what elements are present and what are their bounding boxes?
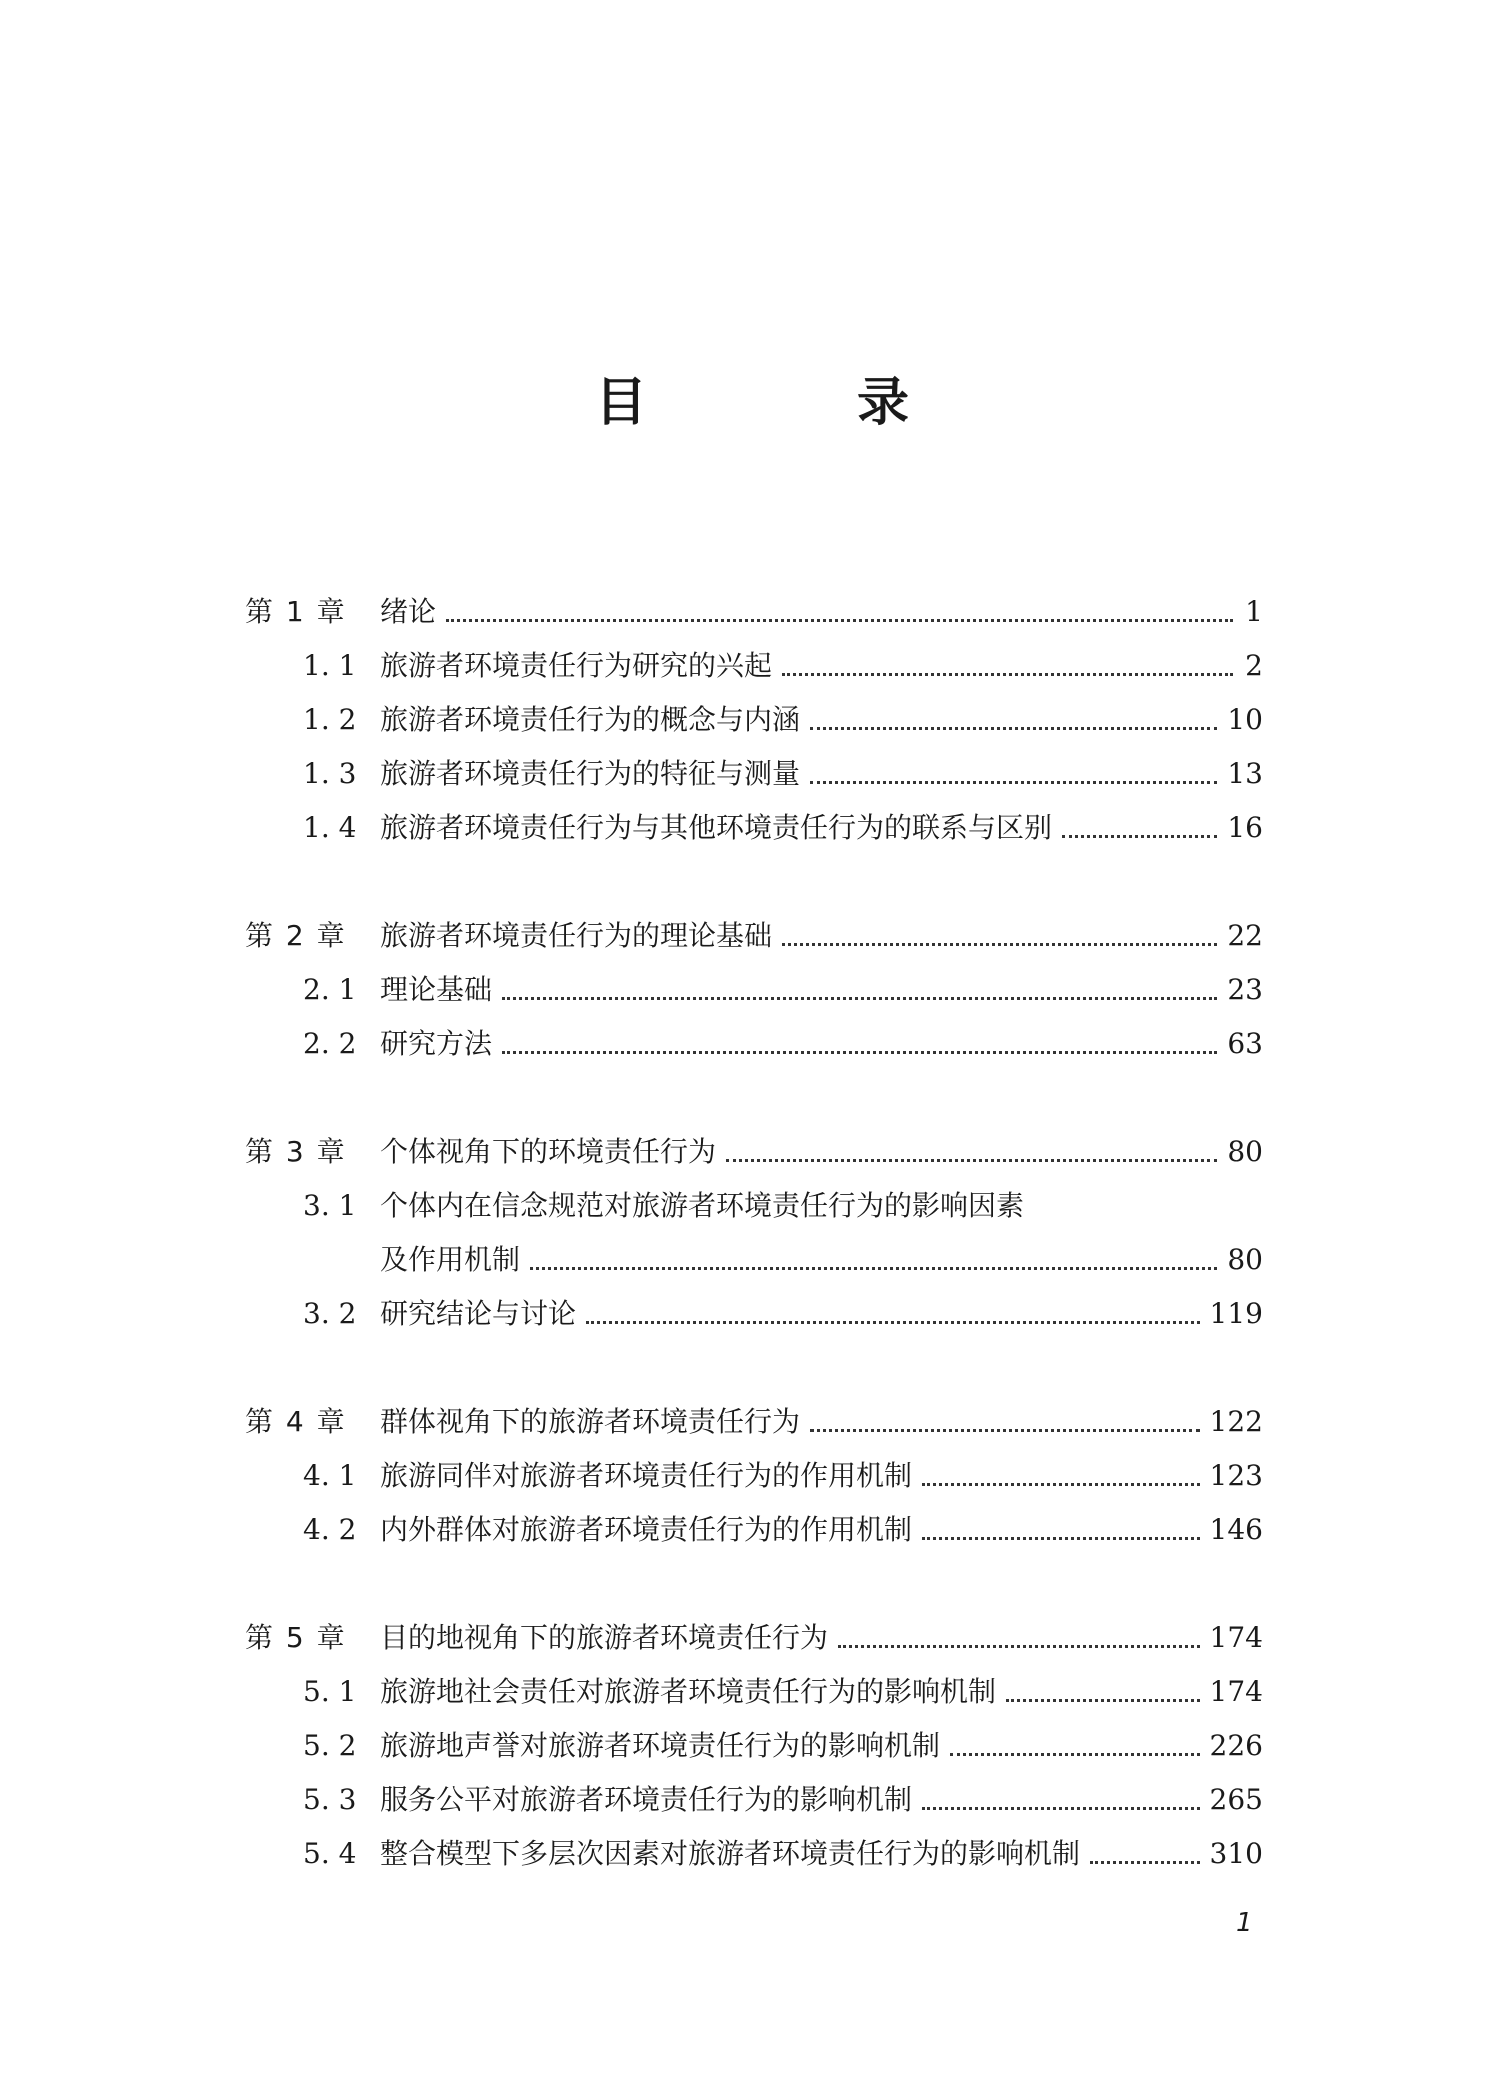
toc-entry-page: 63 xyxy=(1227,1027,1263,1060)
table-of-contents xyxy=(245,585,1263,1881)
toc-entry-page: 119 xyxy=(1209,1297,1263,1330)
toc-leader-dots xyxy=(1062,801,1217,855)
page-title: 目 录 xyxy=(594,373,1006,433)
toc-leader-dots xyxy=(502,963,1217,1017)
toc-entry-number: 4. 1 xyxy=(303,1459,357,1492)
toc-leader-dots xyxy=(810,1395,1200,1449)
toc-entry-title: 个体内在信念规范对旅游者环境责任行为的影响因素 xyxy=(380,1189,1025,1222)
toc-chapter-entry[interactable] xyxy=(245,1125,1263,1179)
toc-section-entry[interactable] xyxy=(245,1287,1263,1341)
toc-entry-title: 整合模型下多层次因素对旅游者环境责任行为的影响机制 xyxy=(380,1837,1081,1870)
toc-section-entry[interactable] xyxy=(245,639,1263,693)
toc-leader-dots xyxy=(1006,1665,1200,1719)
toc-entry-page: 226 xyxy=(1209,1729,1263,1762)
toc-entry-title: 旅游地社会责任对旅游者环境责任行为的影响机制 xyxy=(380,1675,997,1708)
toc-leader-dots xyxy=(530,1233,1217,1287)
toc-section-entry[interactable] xyxy=(245,1719,1263,1773)
toc-entry-title: 内外群体对旅游者环境责任行为的作用机制 xyxy=(380,1513,913,1546)
toc-gap xyxy=(245,1071,1263,1125)
toc-leader-dots xyxy=(782,639,1233,693)
toc-section-entry[interactable] xyxy=(245,1665,1263,1719)
toc-entry-number: 第 1 章 xyxy=(245,595,347,628)
page-number: 1 xyxy=(1236,1908,1253,1938)
toc-entry-number: 5. 1 xyxy=(303,1675,357,1708)
toc-section-entry[interactable] xyxy=(245,1017,1263,1071)
toc-section-entry[interactable] xyxy=(245,1449,1263,1503)
toc-entry-title: 旅游者环境责任行为的理论基础 xyxy=(380,919,773,952)
toc-entry-number: 第 3 章 xyxy=(245,1135,347,1168)
toc-section-entry[interactable] xyxy=(245,1503,1263,1557)
toc-entry-number: 1. 2 xyxy=(303,703,357,736)
toc-entry-title: 绪论 xyxy=(380,595,437,628)
toc-entry-page: 122 xyxy=(1209,1405,1263,1438)
toc-leader-dots xyxy=(922,1503,1200,1557)
toc-entry-title: 旅游者环境责任行为研究的兴起 xyxy=(380,649,773,682)
toc-entry-page: 13 xyxy=(1227,757,1263,790)
toc-section-entry[interactable] xyxy=(245,1179,1263,1233)
toc-entry-number: 5. 2 xyxy=(303,1729,357,1762)
toc-section-entry[interactable] xyxy=(245,693,1263,747)
toc-entry-number: 1. 3 xyxy=(303,757,357,790)
toc-leader-dots xyxy=(446,585,1233,639)
toc-leader-dots xyxy=(950,1719,1200,1773)
toc-chapter-entry[interactable] xyxy=(245,585,1263,639)
toc-entry-title: 个体视角下的环境责任行为 xyxy=(380,1135,717,1168)
toc-section-entry[interactable] xyxy=(245,1827,1263,1881)
toc-entry-page: 310 xyxy=(1209,1837,1263,1870)
toc-section-entry[interactable] xyxy=(245,1773,1263,1827)
toc-entry-title: 旅游者环境责任行为与其他环境责任行为的联系与区别 xyxy=(380,811,1053,844)
toc-entry-title: 理论基础 xyxy=(380,973,493,1006)
toc-entry-number: 第 5 章 xyxy=(245,1621,347,1654)
toc-leader-dots xyxy=(922,1773,1200,1827)
toc-entry-title: 及作用机制 xyxy=(380,1243,521,1276)
toc-gap xyxy=(245,1341,1263,1395)
toc-entry-number: 3. 2 xyxy=(303,1297,357,1330)
toc-entry-page: 16 xyxy=(1227,811,1263,844)
toc-entry-title: 旅游者环境责任行为的概念与内涵 xyxy=(380,703,801,736)
toc-entry-title: 旅游同伴对旅游者环境责任行为的作用机制 xyxy=(380,1459,913,1492)
toc-entry-number: 5. 4 xyxy=(303,1837,357,1870)
toc-entry-title: 研究方法 xyxy=(380,1027,493,1060)
toc-section-entry[interactable] xyxy=(245,747,1263,801)
toc-entry-page: 80 xyxy=(1227,1243,1263,1276)
toc-leader-dots xyxy=(726,1125,1217,1179)
toc-entry-number: 4. 2 xyxy=(303,1513,357,1546)
toc-leader-dots xyxy=(586,1287,1200,1341)
toc-entry-page: 2 xyxy=(1245,649,1263,682)
toc-entry-page: 123 xyxy=(1209,1459,1263,1492)
toc-leader-dots xyxy=(782,909,1217,963)
toc-leader-dots xyxy=(502,1017,1217,1071)
toc-gap xyxy=(245,855,1263,909)
toc-entry-title: 旅游地声誉对旅游者环境责任行为的影响机制 xyxy=(380,1729,941,1762)
toc-entry-page: 1 xyxy=(1245,595,1263,628)
toc-entry-number: 1. 4 xyxy=(303,811,357,844)
toc-entry-number: 第 2 章 xyxy=(245,919,347,952)
toc-section-entry[interactable] xyxy=(245,963,1263,1017)
toc-entry-title: 目的地视角下的旅游者环境责任行为 xyxy=(380,1621,829,1654)
toc-entry-title: 旅游者环境责任行为的特征与测量 xyxy=(380,757,801,790)
toc-entry-number: 2. 1 xyxy=(303,973,357,1006)
toc-entry-number: 第 4 章 xyxy=(245,1405,347,1438)
toc-leader-dots xyxy=(810,693,1217,747)
toc-section-entry[interactable] xyxy=(245,801,1263,855)
toc-entry-page: 146 xyxy=(1209,1513,1263,1546)
toc-entry-page: 10 xyxy=(1227,703,1263,736)
toc-entry-number: 2. 2 xyxy=(303,1027,357,1060)
toc-chapter-entry[interactable] xyxy=(245,1611,1263,1665)
toc-leader-dots xyxy=(810,747,1217,801)
toc-entry-page: 174 xyxy=(1209,1621,1263,1654)
toc-entry-number: 3. 1 xyxy=(303,1189,357,1222)
toc-entry-page: 23 xyxy=(1227,973,1263,1006)
toc-section-entry[interactable] xyxy=(245,1233,1263,1287)
toc-entry-number: 1. 1 xyxy=(303,649,357,682)
toc-entry-title: 研究结论与讨论 xyxy=(380,1297,577,1330)
toc-leader-dots xyxy=(1090,1827,1200,1881)
toc-entry-title: 服务公平对旅游者环境责任行为的影响机制 xyxy=(380,1783,913,1816)
toc-chapter-entry[interactable] xyxy=(245,909,1263,963)
toc-entry-number: 5. 3 xyxy=(303,1783,357,1816)
toc-gap xyxy=(245,1557,1263,1611)
toc-entry-title: 群体视角下的旅游者环境责任行为 xyxy=(380,1405,801,1438)
toc-entry-page: 22 xyxy=(1227,919,1263,952)
toc-chapter-entry[interactable] xyxy=(245,1395,1263,1449)
toc-leader-dots xyxy=(922,1449,1200,1503)
toc-entry-page: 80 xyxy=(1227,1135,1263,1168)
toc-entry-page: 265 xyxy=(1209,1783,1263,1816)
toc-entry-page: 174 xyxy=(1209,1675,1263,1708)
toc-leader-dots xyxy=(838,1611,1200,1665)
